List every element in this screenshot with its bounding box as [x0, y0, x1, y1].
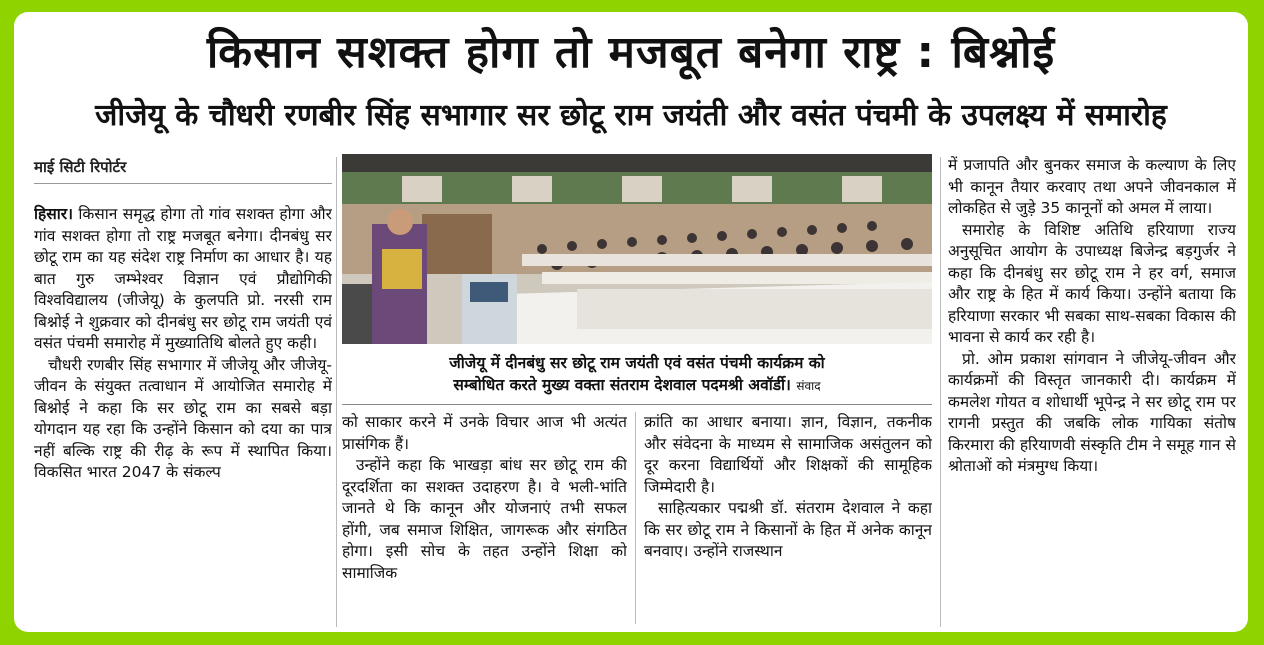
paragraph-text: किसान समृद्ध होगा तो गांव सशक्त होगा और गांव सशक्त होगा तो राष्ट्र मजबूत बनेगा। दीनबंधु सर छोटू राम का यह संदेश राष्ट्र निर्माण का आधार है। यह बात गुरु जम्भेश्वर विज्ञान एवं प्रौद्योगिकी विश्वविद्यालय (जीजेयू) के कुलपति प्रो. नरसी राम बिश्नोई ने शुक्रवार को दीनबंधु सर छोटू राम जयंती एवं वसंत पंचमी समारोह में मुख्यातिथि बोलते हुए कही। [34, 205, 332, 352]
column-rule [336, 157, 337, 627]
column-2 [342, 412, 627, 624]
headline: किसान सशक्त होगा तो मजबूत बनेगा राष्ट्र : बिश्नोई [206, 27, 1056, 78]
paragraph: समारोह के विशिष्ट अतिथि हरियाणा राज्य अनुसूचित आयोग के उपाध्यक्ष बिजेन्द्र बड़गुर्जर ने कहा कि दीनबंधु सर छोटू राम ने हर वर्ग, समाज और राष्ट्र के हित में कार्य किया। उन्होंने बताया कि हरियाणा सरकार भी सबका साथ-सबका विकास की भावना से कार्य कर रही है। [948, 220, 1236, 346]
paragraph: साहित्यकार पद्मश्री डॉ. संतराम देशवाल ने कहा कि सर छोटू राम ने किसानों के हित में अनेक कानून बनवाए। उन्होंने राजस्थान [644, 499, 932, 560]
dateline: हिसार। [34, 205, 73, 223]
photo-caption [342, 352, 932, 397]
caption-text: सम्बोधित करते मुख्य वक्ता संतराम देशवाल पदमश्री अवॉर्डी। [453, 376, 791, 394]
byline: माई सिटी रिपोर्टर [34, 157, 332, 184]
paragraph: को साकार करने में उनके विचार आज भी अत्यंत प्रासंगिक हैं। [342, 413, 627, 453]
paragraph [34, 204, 332, 355]
news-clipping [14, 12, 1248, 632]
photo-credit: संवाद [796, 379, 821, 393]
caption-line: जीजेयू में दीनबंधु सर छोटू राम जयंती एवं वसंत पंचमी कार्यक्रम को [449, 354, 825, 372]
paragraph: उन्होंने कहा कि भाखड़ा बांध सर छोटू राम की दूरदर्शिता का सशक्त उदाहरण है। वे भली-भांति जानते थे कि कानून और योजनाएं तभी सफल होंगी, जब समाज शिक्षित, जागरूक और संगठित होगा। इसी सोच के तहत उन्होंने शिक्षा को सामाजिक [342, 456, 627, 582]
column-rule [635, 412, 636, 624]
subheadline: जीजेयू के चौधरी रणबीर सिंह सभागार सर छोटू राम जयंती और वसंत पंचमी के उपलक्ष्य में समारोह [95, 98, 1167, 133]
column-1 [34, 204, 332, 624]
column-4 [948, 155, 1236, 625]
paragraph: प्रो. ओम प्रकाश सांगवान ने जीजेयू-जीवन और कार्यक्रमों की विस्तृत जानकारी दी। कार्यक्रम में कमलेश गोयत व शोधार्थी भूपेन्द्र ने सर छोटू राम पर रागनी प्रस्तुत की जबकि लोक गायिका संतोष किरमारा की हरियाणवी संस्कृति टीम ने समूह गान से श्रोताओं को मंत्रमुग्ध किया। [948, 349, 1236, 475]
event-photo [342, 154, 932, 344]
column-rule [940, 157, 941, 627]
caption-rule [342, 404, 932, 405]
paragraph: क्रांति का आधार बनाया। ज्ञान, विज्ञान, तकनीक और संवेदना के माध्यम से सामाजिक असंतुलन को दूर करना विद्यार्थियों और शिक्षकों की सामूहिक जिम्मेदारी है। [644, 413, 932, 496]
paragraph: चौधरी रणबीर सिंह सभागार में जीजेयू और जीजेयू-जीवन के संयुक्त तत्वाधान में आयोजित समारोह में बिश्नोई ने कहा कि सर छोटू राम का सबसे बड़ा योगदान यह रहा कि उन्होंने किसान को दया का पात्र नहीं बल्कि राष्ट्र की रीढ़ के रूप में स्थापित किया। विकसित भारत 2047 के संकल्प [34, 355, 332, 481]
paragraph: में प्रजापति और बुनकर समाज के कल्याण के लिए भी कानून तैयार करवाए तथा अपने जीवनकाल में लोकहित से जुड़े 35 कानूनों को अमल में लाया। [948, 156, 1236, 217]
auditorium-illustration [342, 154, 932, 344]
caption-line [342, 374, 932, 397]
column-3 [644, 412, 932, 624]
